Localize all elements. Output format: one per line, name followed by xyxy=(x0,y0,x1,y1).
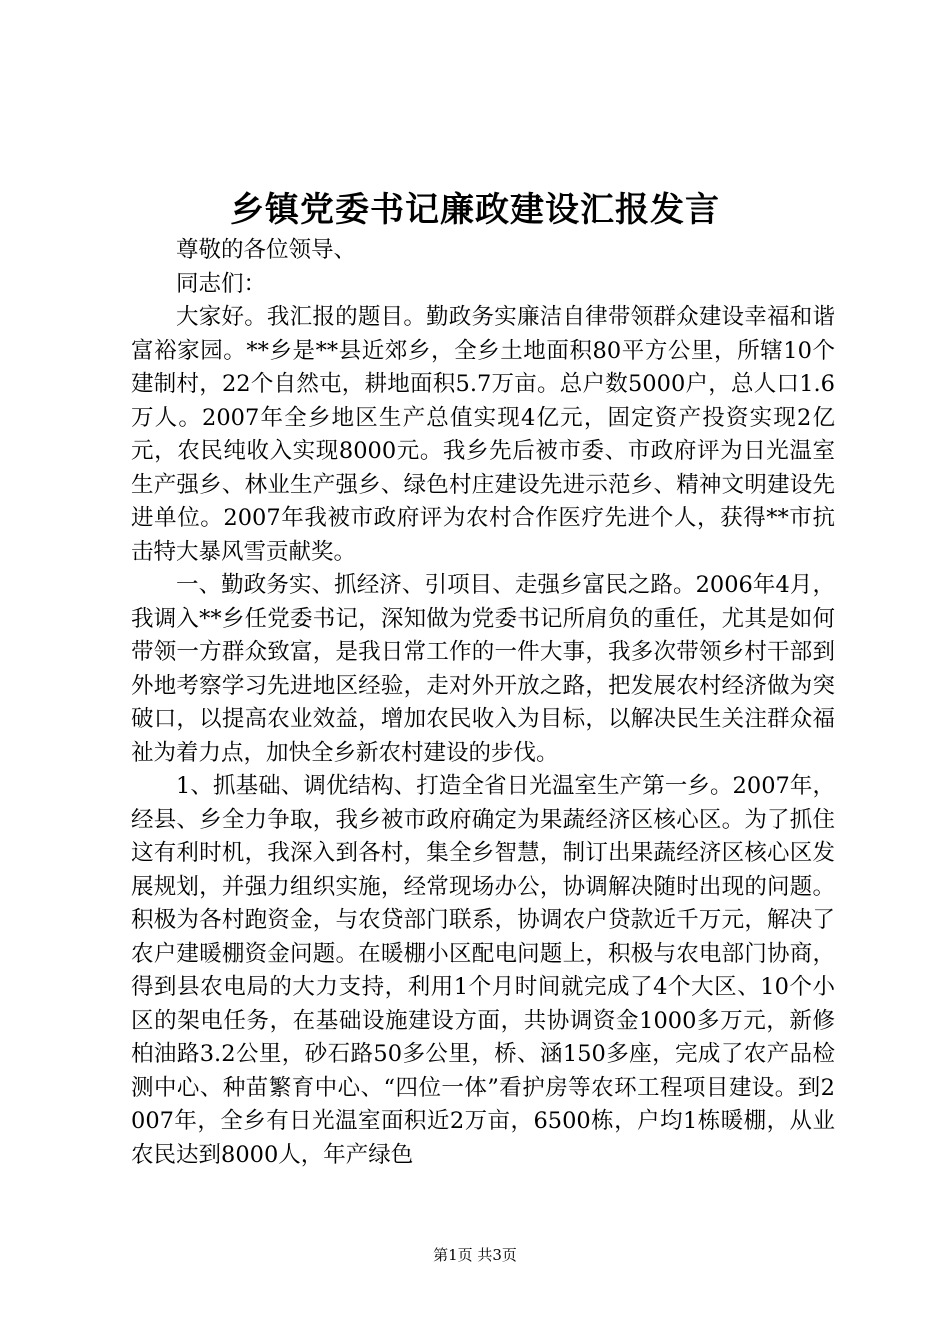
paragraph-intro: 大家好。我汇报的题目。勤政务实廉洁自律带领群众建设幸福和谐富裕家园。**乡是**县近郊乡，全乡土地面积80平方公里，所辖10个建制村，22个自然屯，耕地面积5.7万亩。总户数5000户，总人口1.6万人。2007年全乡地区生产总值实现4亿元，固定资产投资实现2亿元，农民纯收入实现8000元。我乡先后被市委、市政府评为日光温室生产强乡、林业生产强乡、绿色村庄建设先进示范乡、精神文明建设先进单位。2007年我被市政府评为农村合作医疗先进个人，获得**市抗击特大暴风雪贡献奖。 xyxy=(131,304,835,565)
document-title: 乡镇党委书记廉政建设汇报发言 xyxy=(230,190,720,230)
page-number-footer: 第1页 共3页 xyxy=(433,1246,517,1264)
document-body xyxy=(131,234,835,1172)
paragraph-section-1-1: 1、抓基础、调优结构、打造全省日光温室生产第一乡。2007年，经县、乡全力争取，我乡被市政府确定为果蔬经济区核心区。为了抓住这有利时机，我深入到各村，集全乡智慧，制订出果蔬经济区核心区发展规划，并强力组织实施，经常现场办公，协调解决随时出现的问题。积极为各村跑资金，与农贷部门联系，协调农户贷款近千万元，解决了农户建暖棚资金问题。在暖棚小区配电问题上，积极与农电部门协商，得到县农电局的大力支持，利用1个月时间就完成了4个大区、10个小区的架电任务，在基础设施建设方面，共协调资金1000多万元，新修柏油路3.2公里，砂石路50多公里，桥、涵150多座，完成了农产品检测中心、种苗繁育中心、“四位一体”看护房等农环工程项目建设。到2007年，全乡有日光温室面积近2万亩，6500栋，户均1栋暖棚，从业农民达到8000人，年产绿色 xyxy=(131,773,835,1168)
salutation-line-1: 尊敬的各位领导、 xyxy=(176,237,357,263)
salutation-line-2: 同志们： xyxy=(176,270,267,297)
paragraph-section-1: 一、勤政务实、抓经济、引项目、走强乡富民之路。2006年4月，我调入**乡任党委书记，深知做为党委书记所肩负的重任，尤其是如何带领一方群众致富，是我日常工作的一件大事，我多次带领乡村干部到外地考察学习先进地区经验，走对外开放之路，把发展农村经济做为突破口，以提高农业效益，增加农民收入为目标，以解决民生关注群众福祉为着力点，加快全乡新农村建设的步伐。 xyxy=(131,572,835,766)
